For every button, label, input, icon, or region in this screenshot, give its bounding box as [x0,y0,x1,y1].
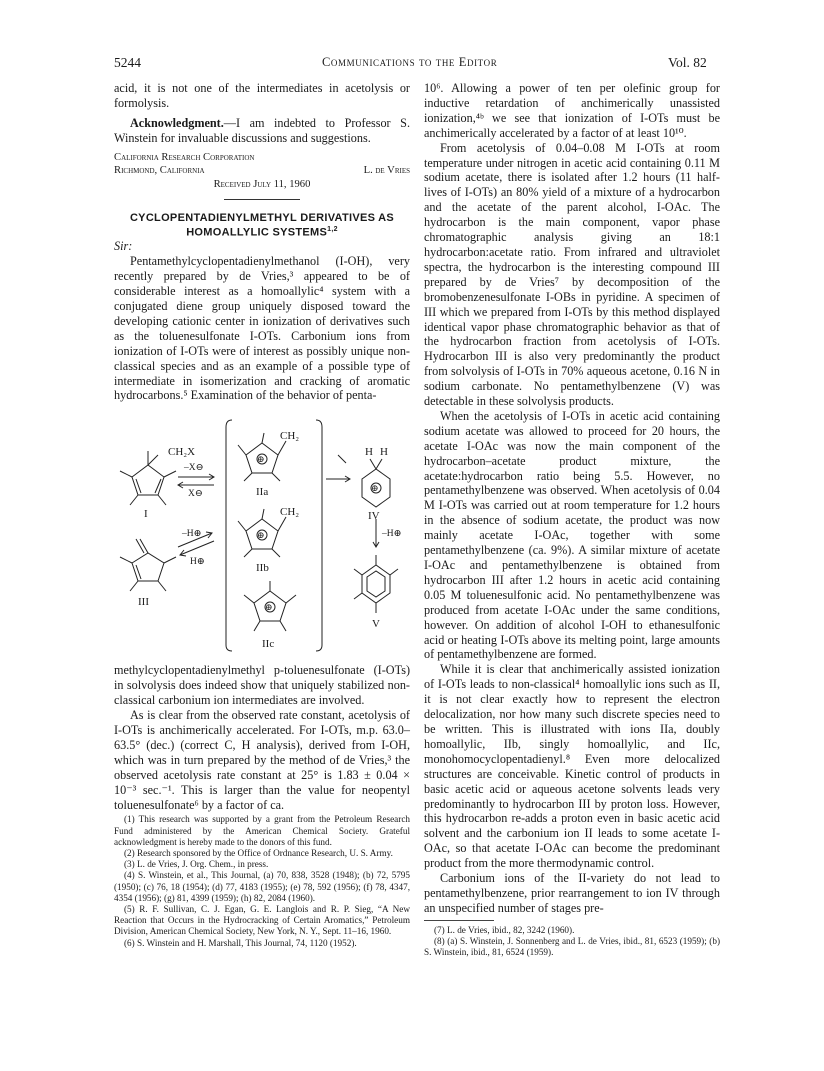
right-paragraph-1: From acetolysis of 0.04–0.08 M I-OTs at room temperature under nitrogen in acetic acid containing 0.11 M sodium acetate, there is isolated after 1.2 hours (11 half-lives of I-OTs) an 80% yield of a mixture of a hydrocarbon and the acetate of the parent alcohol, I-OAc. The hydrocarbon is the main component, vapor phase chromatographic analysis giving an 18:1 hydrocarbon:acetate ratio. From infrared and ultraviolet spectra, the hydrocarbon is the interesting compound III prepared by de Vries⁷ by decomposition of the bromobenzenesulfonate I-OBs in pyridine. A specimen of III which we prepared from I-OTs by this method displayed identical vapor phase chromatographic behavior as that of the hydrocarbon fraction from acetolysis of I-OTs. Hydrocarbon III is also very predominantly the product from solvolysis of I-OTs in 70% aqueous acetone, 0.16 N in sodium carbonate. No pentamethylbenzene (V) was detectable in these solvolysis products. [424,140,720,409]
author-name: L. de Vries [363,164,410,176]
acknowledgment [114,116,410,146]
right-paragraph-2: When the acetolysis of I-OTs in acetic acid containing sodium acetate was allowed to proceed for 20 hours, the acetate I-OAc was now the main component of the hydrocarbon–acetate product mixture, the acetate:hydrocarbon ratio being 5.5. However, no pentamethylbenzene was observed. When acetolysis of 0.04 M I-OTs was carried out at room temperature for 1.2 hours in the absence of sodium acetate, the product was now mainly acetate I-OAc, together with some pentamethylbenzene (ca. 9%). A similar mixture of acetate I-OAc and pentamethylbenzene is obtained from hydrocarbon III after 1.2 hours in acetic acid containing 0.05 M toluenesulfonic acid. No pentamethylbenzene was produced from acetate I-OAc under the same conditions, however. On addition of alcohol I-OH to ethanesulfonic acid or heating I-OTs above its melting point, large amounts of pentamethylbenzene are formed. [424,408,720,662]
running-head: Communications to the Editor [322,55,498,69]
footnote-3: (3) L. de Vries, J. Org. Chem., in press. [124,859,269,870]
charge-IIb: ⊕ [257,530,265,541]
footnote-7: (7) L. de Vries, ibid., 82, 3242 (1960). [434,924,575,935]
label-III: III [138,596,149,609]
right-paragraph-4: Carbonium ions of the II-variety do not lead to pentamethylbenzene, prior rearrangement to ion IV through an unspecified number of stages pre- [424,871,720,915]
article-title-text: CYCLOPENTADIENYLMETHYL DERIVATIVES AS HOMOALLYLIC SYSTEMS [129,211,395,239]
ack-text: —I am indebted to Professor S. Winstein for invaluable discussions and suggestions. [114,115,410,145]
label-I: I [144,508,148,521]
footnotes [114,814,410,948]
volume-label: Vol. 82 [668,55,707,70]
section-divider [224,199,300,200]
charge-IIc: ⊕ [265,602,273,613]
footnote-rule [424,920,494,921]
label-IIa: IIa [256,486,269,499]
left-column [114,81,410,949]
footnote-6: (6) S. Winstein and H. Marshall, This Journal, 74, 1120 (1952). [124,937,357,948]
compound-III-structure [120,539,176,591]
footnote-2: (2) Research sponsored by the Office of Ordnance Research, U. S. Army. [124,848,393,859]
label-h-plus: H⊕ [190,557,205,568]
right-paragraph-0: 10⁶. Allowing a power of ten per olefinic group for inductive retardation of anchimerically unassisted ionization,⁴ᵇ we see that ionization of I-OTs must be anchimerically accelerated by a factor of at least 10¹⁰. [424,81,720,140]
right-column [424,81,720,958]
label-h1: H [365,446,373,459]
footnote-8: (8) (a) S. Winstein, J. Sonnenberg and L. de Vries, ibid., 81, 6523 (1959); (b) S. Winstein, ibid., 81, 6524 (1959). [424,935,720,958]
title-refs: 1,2 [327,226,338,234]
compound-V-structure [354,555,398,613]
label-IV: IV [368,510,380,523]
paragraph-3: As is clear from the observed rate constant, acetolysis of I-OTs is anchimerically accelerated. For I-OTs, m.p. 63.0–63.5° (dec.) (correct C, H analysis), derived from I-OH, which was in turn prepared by the method of de Vries,³ the observed acetolysis rate constant at 25° is 1.83 ± 0.04 × 10⁻³ sec.⁻¹. This is larger than the value for neopentyl toluenesulfonate⁶ by a factor of ca. [114,708,410,812]
intro-text: acid, it is not one of the intermediates in acetolysis or formolysis. [114,81,410,110]
label-V: V [372,618,380,631]
label-h2: H [380,446,388,459]
article-title [114,212,410,240]
paragraph-1: Pentamethylcyclopentadienylmethanol (I-OH), very recently prepared by de Vries,³ appeared to be of considerable interest as a homoallylic⁴ system with a conjugated diene group uniquely disposed toward the developing cationic center in ionization of derivatives such as the toluenesulfonate I-OTs. Carbonium ions from ionization of I-OTs were of interest as possibly unique non-classical species and as an example of a possible type of intermediate in isomerization and cracking of aromatic hydrocarbons.⁵ Examination of the behavior of penta- [114,254,410,403]
footnote-4: (4) S. Winstein, et al., This Journal, (a) 70, 838, 3528 (1948); (b) 72, 5795 (1950); (c) 76, 18 (1954); (d) 77, 4183 (1955); (e) 78, 592 (1956); (f) 78, 4347, 4354 (1956); (g) 81, 4399 (1959); (h) 82, 2084 (1960). [114,870,410,903]
footnotes-right [424,925,720,959]
label-minus-h: –H⊕ [182,529,202,540]
label-minus-x: –X⊖ [184,463,204,474]
page-number: 5244 [114,55,141,70]
label-ch2-a: CH₂ [280,430,300,443]
label-ch2x: CH₂X [168,446,196,459]
label-IIb: IIb [256,562,269,575]
affiliation-block [114,151,410,193]
label-minus-h-iv: –H⊕ [382,529,402,540]
label-IIc: IIc [262,638,275,651]
ack-label: Acknowledgment. [130,115,224,130]
salutation: Sir: [114,239,133,254]
charge-IV: ⊕ [371,483,379,494]
right-paragraph-3: While it is clear that anchimerically assisted ionization of I-OTs leads to non-classical⁴ homoallylic ions such as II, it is not clear exactly how to represent the electron delocalization, nor how many such discrete species need to be written. This is illustrated with ions IIa, doubly homoallylic, IIb, singly homoallylic, and IIc, monohomocyclopentadienyl.⁸ Even more delocalized structures are conceivable. Kinetic control of products in basic acetic acid or aqueous acetone solvents leads very predominantly to hydrocarbon III by proton loss. However, this hydrocarbon re-adds a proton even in basic acetic acid solvent and the carbonium ion II leads to some acetate I-OAc, so that acetate I-OAc can become the predominant product from the more thermodynamic control. [424,662,720,871]
paragraph-2: methylcyclopentadienylmethyl p-toluenesulfonate (I-OTs) in solvolysis does indeed show that uniquely stabilized non-classical carbonium ion intermediates are involved. [114,663,410,708]
label-ch2-b: CH₂ [280,506,300,519]
footnote-1: (1) This research was supported by a grant from the Petroleum Research Fund administered by the American Chemical Society. Grateful acknowledgment is hereby made to the donors of this fund. [114,814,410,847]
received-date: Received July 11, 1960 [213,178,311,190]
address-line1: California Research Corporation [114,151,255,163]
reaction-scheme [114,415,410,655]
address-line2: Richmond, California [114,164,205,176]
label-x: X⊖ [188,489,203,500]
footnote-5: (5) R. F. Sullivan, C. J. Egan, G. E. Langlois and R. P. Sieg, “A New Reaction that Occurs in the Hydrocracking of Certain Aromatics,” Petroleum Division, American Chemical Society, New York, N. Y., Sept. 11–16, 1960. [114,904,410,937]
charge-IIa: ⊕ [257,454,265,465]
